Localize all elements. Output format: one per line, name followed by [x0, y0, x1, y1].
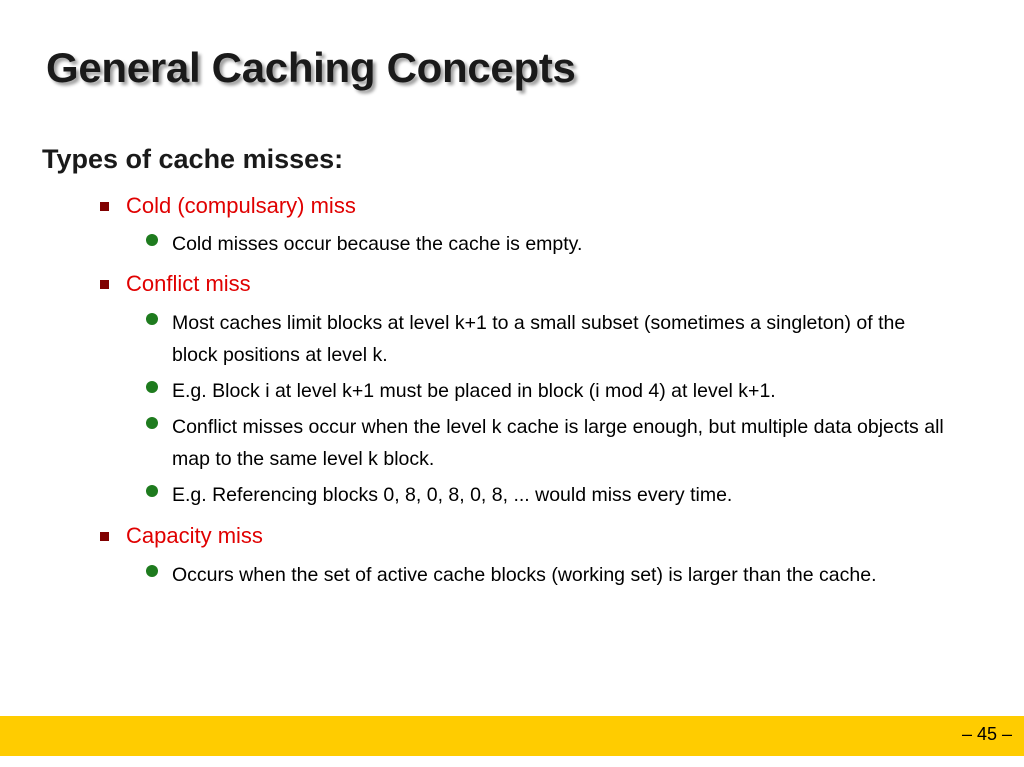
bullet-cold-miss	[100, 193, 356, 219]
round-bullet-icon	[146, 234, 158, 246]
sub-bullet	[146, 228, 946, 260]
sub-bullet	[146, 411, 946, 475]
sub-bullet-text: Occurs when the set of active cache blocks (working set) is larger than the cache.	[172, 564, 877, 586]
round-bullet-icon	[146, 417, 158, 429]
sub-bullet-text: E.g. Referencing blocks 0, 8, 0, 8, 0, 8, ... would miss every time.	[172, 484, 733, 506]
round-bullet-icon	[146, 313, 158, 325]
bullet-label: Capacity miss	[126, 523, 263, 548]
bullet-label: Cold (compulsary) miss	[126, 193, 356, 218]
section-heading: Types of cache misses:	[42, 144, 344, 174]
sub-bullet-text: Conflict misses occur when the level k cache is large enough, but multiple data objects all map to the same level k block.	[172, 416, 944, 470]
sub-bullet-text: E.g. Block i at level k+1 must be placed in block (i mod 4) at level k+1.	[172, 380, 776, 402]
square-bullet-icon	[100, 202, 109, 211]
sub-bullet	[146, 375, 946, 407]
sub-bullet-text: Most caches limit blocks at level k+1 to a small subset (sometimes a singleton) of the block positions at level k.	[172, 312, 906, 366]
sub-bullet	[146, 479, 946, 511]
round-bullet-icon	[146, 565, 158, 577]
square-bullet-icon	[100, 532, 109, 541]
slide-title: General Caching Concepts	[46, 44, 576, 91]
footer-bar	[0, 716, 1024, 756]
sub-bullet-text: Cold misses occur because the cache is empty.	[172, 233, 583, 255]
bullet-capacity-miss	[100, 523, 263, 549]
sub-bullet	[146, 307, 946, 371]
bullet-conflict-miss	[100, 271, 251, 297]
bullet-label: Conflict miss	[126, 271, 251, 296]
page-number: – 45 –	[961, 724, 1012, 744]
sub-bullet	[146, 559, 946, 591]
round-bullet-icon	[146, 485, 158, 497]
square-bullet-icon	[100, 280, 109, 289]
round-bullet-icon	[146, 381, 158, 393]
